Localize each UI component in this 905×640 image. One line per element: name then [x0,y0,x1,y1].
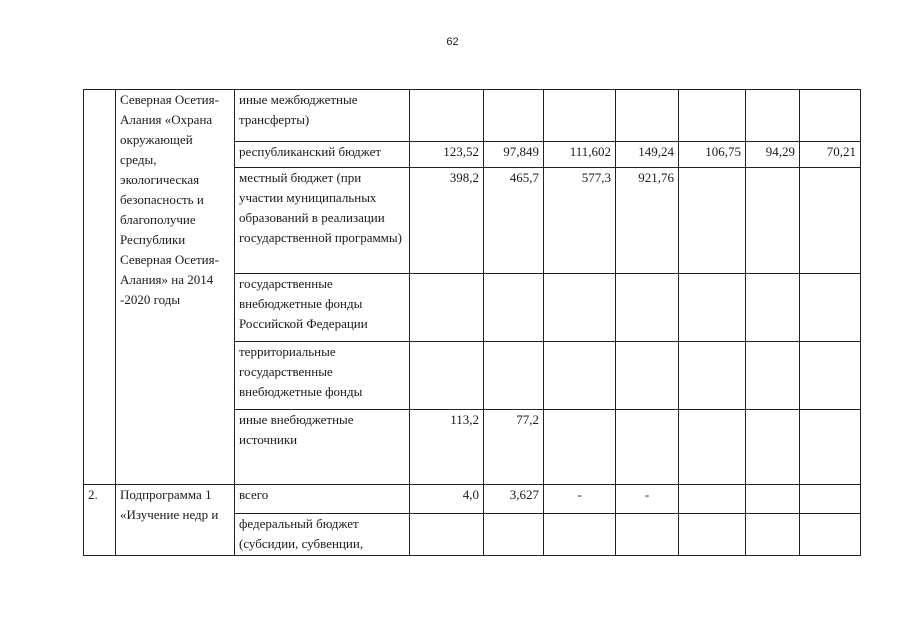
value-cell: - [544,485,616,514]
value-cell: 77,2 [484,410,544,485]
value-cell [800,90,861,142]
funding-source-cell: федеральный бюджет (субсидии, субвенции, [235,514,410,556]
value-cell [800,168,861,274]
value-cell [800,410,861,485]
value-cell [544,274,616,342]
value-cell [800,342,861,410]
funding-source-cell: иные внебюджетные источники [235,410,410,485]
value-cell: 94,29 [746,142,800,168]
value-cell [616,90,679,142]
value-cell: 111,602 [544,142,616,168]
value-cell: 4,0 [410,485,484,514]
value-cell [679,410,746,485]
funding-source-cell: всего [235,485,410,514]
value-cell [746,342,800,410]
value-cell [484,342,544,410]
value-cell [746,274,800,342]
program-title-cell: Северная Осетия-Алания «Охрана окружающей среды, экологическая безопасность и благополучие Республики Северная Осетия-Алания» на 2014 -2020 годы [116,90,235,485]
value-cell [746,168,800,274]
subprogram-title-cell: Подпрограмма 1 «Изучение недр и [116,485,235,556]
funding-source-cell: территориальные государственные внебюджетные фонды [235,342,410,410]
value-cell: 921,76 [616,168,679,274]
value-cell [679,485,746,514]
value-cell [616,410,679,485]
value-cell [616,342,679,410]
value-cell: 149,24 [616,142,679,168]
value-cell [800,514,861,556]
value-cell [410,342,484,410]
value-cell: 70,21 [800,142,861,168]
value-cell [484,274,544,342]
value-cell [800,274,861,342]
value-cell [410,274,484,342]
value-cell [616,274,679,342]
value-cell: 465,7 [484,168,544,274]
value-cell: 97,849 [484,142,544,168]
value-cell [679,342,746,410]
budget-table [83,89,861,556]
value-cell [484,90,544,142]
value-cell: 3,627 [484,485,544,514]
value-cell [544,90,616,142]
value-cell [410,514,484,556]
value-cell [616,514,679,556]
value-cell [746,485,800,514]
funding-source-cell: республиканский бюджет [235,142,410,168]
value-cell [679,274,746,342]
value-cell [746,514,800,556]
value-cell [746,90,800,142]
value-cell: - [616,485,679,514]
row-number-cell [84,90,116,485]
table-row [84,90,861,142]
value-cell [410,90,484,142]
value-cell: 113,2 [410,410,484,485]
value-cell [679,514,746,556]
value-cell [544,410,616,485]
value-cell: 577,3 [544,168,616,274]
value-cell [679,168,746,274]
value-cell [484,514,544,556]
page-number: 62 [446,36,459,48]
value-cell: 106,75 [679,142,746,168]
value-cell [800,485,861,514]
row-number-cell: 2. [84,485,116,556]
value-cell [544,342,616,410]
value-cell: 123,52 [410,142,484,168]
funding-source-cell: государственные внебюджетные фонды Российской Федерации [235,274,410,342]
value-cell [679,90,746,142]
funding-source-cell: иные межбюджетные трансферты) [235,90,410,142]
value-cell: 398,2 [410,168,484,274]
value-cell [544,514,616,556]
funding-source-cell: местный бюджет (при участии муниципальных образований в реализации государственной программы) [235,168,410,274]
value-cell [746,410,800,485]
table-row [84,485,861,514]
